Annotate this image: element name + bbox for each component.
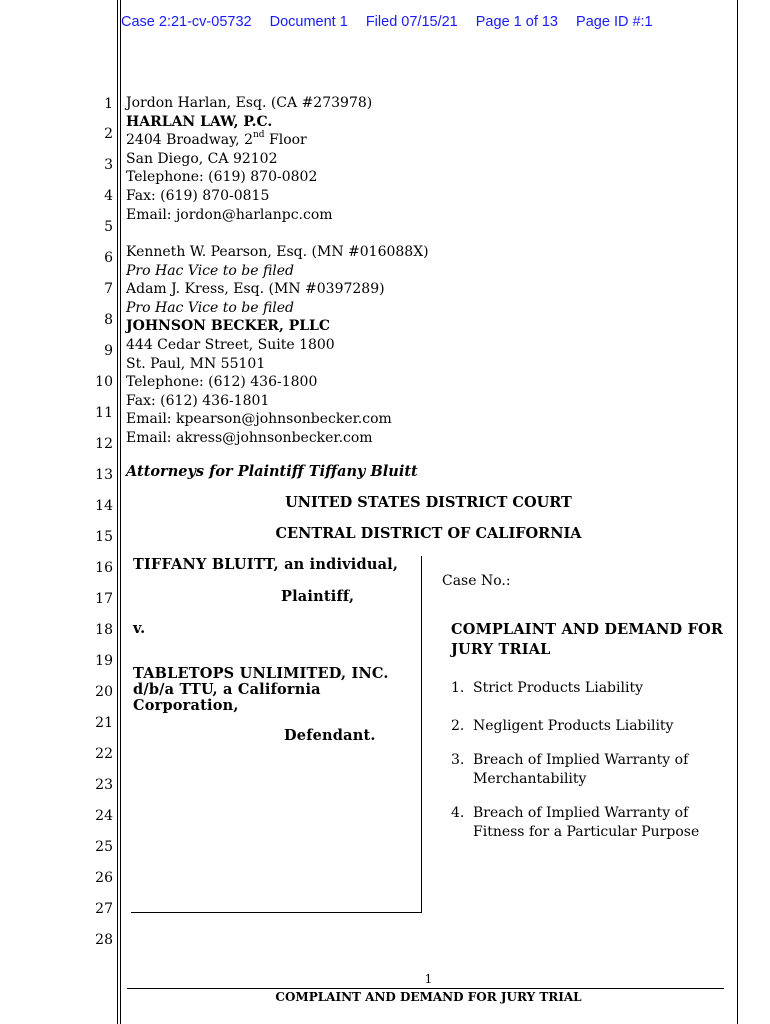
- line-number: 23: [95, 777, 113, 793]
- line-number: 15: [95, 529, 113, 545]
- cause-text: [473, 717, 673, 736]
- document-number: Document 1: [269, 14, 348, 30]
- page-count: Page 1 of 13: [475, 14, 559, 30]
- line-number: 13: [95, 467, 113, 483]
- line-number: 2: [104, 126, 113, 142]
- line-number: 10: [95, 374, 113, 390]
- firm-phone: Telephone: (619) 870-0802: [126, 169, 318, 186]
- cause-number: 1.: [451, 680, 465, 696]
- cause-of-action-item: [451, 804, 699, 841]
- cause-text: [473, 751, 688, 788]
- firm-address-line1: 444 Cedar Street, Suite 1800: [126, 336, 335, 353]
- defendant-role: Defendant.: [284, 727, 376, 744]
- line-number: 25: [95, 839, 113, 855]
- cause-text-line1: Strict Products Liability: [473, 680, 643, 696]
- firm-fax: Fax: (612) 436-1801: [126, 392, 270, 409]
- line-number: 16: [95, 560, 113, 576]
- caption-divider-vertical: [421, 556, 422, 913]
- cause-text-line1: Breach of Implied Warranty of: [473, 752, 689, 768]
- line-number: 12: [95, 436, 113, 452]
- cause-text: [473, 804, 699, 841]
- firm-address-line2: St. Paul, MN 55101: [126, 355, 266, 372]
- plaintiff-role: Plaintiff,: [281, 588, 355, 605]
- line-number: 8: [104, 312, 113, 328]
- attorney-name: Kenneth W. Pearson, Esq. (MN #016088X): [126, 244, 429, 260]
- complaint-title-line1: COMPLAINT AND DEMAND FOR: [451, 621, 724, 638]
- line-number: 19: [95, 653, 113, 669]
- plaintiff-name: TIFFANY BLUITT, an individual,: [133, 556, 399, 573]
- cause-text-line2: Fitness for a Particular Purpose: [473, 823, 700, 840]
- line-number: 28: [95, 932, 113, 948]
- firm-phone: Telephone: (612) 436-1800: [126, 374, 318, 391]
- complaint-title-line2: JURY TRIAL: [451, 641, 551, 658]
- line-number: 24: [95, 808, 113, 824]
- cause-number: 2.: [451, 718, 465, 734]
- line-number: 14: [95, 498, 113, 514]
- line-number: 22: [95, 746, 113, 762]
- line-number: 20: [95, 684, 113, 700]
- filed-date: Filed 07/15/21: [365, 14, 458, 30]
- page-number: 1: [424, 972, 433, 986]
- case-no-label: Case No.:: [442, 573, 511, 589]
- line-number: 27: [95, 901, 113, 917]
- cause-number: 4.: [451, 805, 465, 821]
- attorney-name: Jordon Harlan, Esq. (CA #273978): [126, 95, 373, 111]
- counsel-block-johnson-becker: [126, 243, 429, 448]
- line-number: 4: [104, 188, 113, 204]
- line-number: 7: [104, 281, 113, 297]
- line-number: 26: [95, 870, 113, 886]
- firm-email: Email: kpearson@johnsonbecker.com: [126, 411, 392, 428]
- cause-text-line1: Breach of Implied Warranty of: [473, 805, 689, 821]
- line-number: 1: [104, 96, 113, 112]
- margin-rule-inner: [120, 0, 121, 1024]
- cause-text: [473, 679, 643, 698]
- margin-rule-right: [737, 0, 738, 1024]
- line-number: 17: [95, 591, 113, 607]
- caption-divider-bottom: [131, 912, 422, 913]
- cause-text-line2: Merchantability: [473, 770, 587, 787]
- line-number: 3: [104, 157, 113, 173]
- line-number: 5: [104, 219, 113, 235]
- margin-rule-outer: [117, 0, 118, 1024]
- firm-address-line2: San Diego, CA 92102: [126, 150, 278, 167]
- cause-of-action-item: [451, 751, 688, 788]
- firm-fax: Fax: (619) 870-0815: [126, 187, 270, 204]
- firm-email: Email: akress@johnsonbecker.com: [126, 429, 373, 446]
- footer-rule: [127, 988, 724, 989]
- counsel-block-harlan: [126, 94, 372, 224]
- court-district: CENTRAL DISTRICT OF CALIFORNIA: [275, 525, 582, 542]
- footer-title: COMPLAINT AND DEMAND FOR JURY TRIAL: [275, 990, 582, 1004]
- pro-hac-vice-note: Pro Hac Vice to be filed: [126, 262, 295, 279]
- defendant-name-line2: d/b/a TTU, a California: [133, 681, 321, 698]
- defendant-name-line1: TABLETOPS UNLIMITED, INC.: [133, 665, 389, 682]
- firm-email: Email: jordon@harlanpc.com: [126, 206, 333, 223]
- cause-number: 3.: [451, 752, 465, 768]
- filing-header: [121, 14, 667, 30]
- attorneys-for-line: Attorneys for Plaintiff Tiffany Bluitt: [126, 463, 418, 480]
- line-number: 11: [95, 405, 113, 421]
- firm-name: JOHNSON BECKER, PLLC: [126, 318, 331, 335]
- pro-hac-vice-note: Pro Hac Vice to be filed: [126, 299, 295, 316]
- page-id: Page ID #:1: [576, 14, 653, 30]
- firm-address-line1: 2404 Broadway, 2nd Floor: [126, 130, 307, 149]
- firm-name: HARLAN LAW, P.C.: [126, 113, 273, 130]
- line-number: 21: [95, 715, 113, 731]
- line-number: 9: [104, 343, 113, 359]
- line-number: 6: [104, 250, 113, 266]
- court-name: UNITED STATES DISTRICT COURT: [285, 494, 572, 511]
- defendant-name-line3: Corporation,: [133, 697, 239, 714]
- line-number: 18: [95, 622, 113, 638]
- cause-of-action-item: [451, 679, 643, 698]
- cause-of-action-item: [451, 717, 673, 736]
- attorney-name: Adam J. Kress, Esq. (MN #0397289): [126, 281, 385, 298]
- versus: v.: [133, 620, 146, 637]
- cause-text-line1: Negligent Products Liability: [473, 718, 674, 734]
- case-number: Case 2:21-cv-05732: [121, 14, 252, 30]
